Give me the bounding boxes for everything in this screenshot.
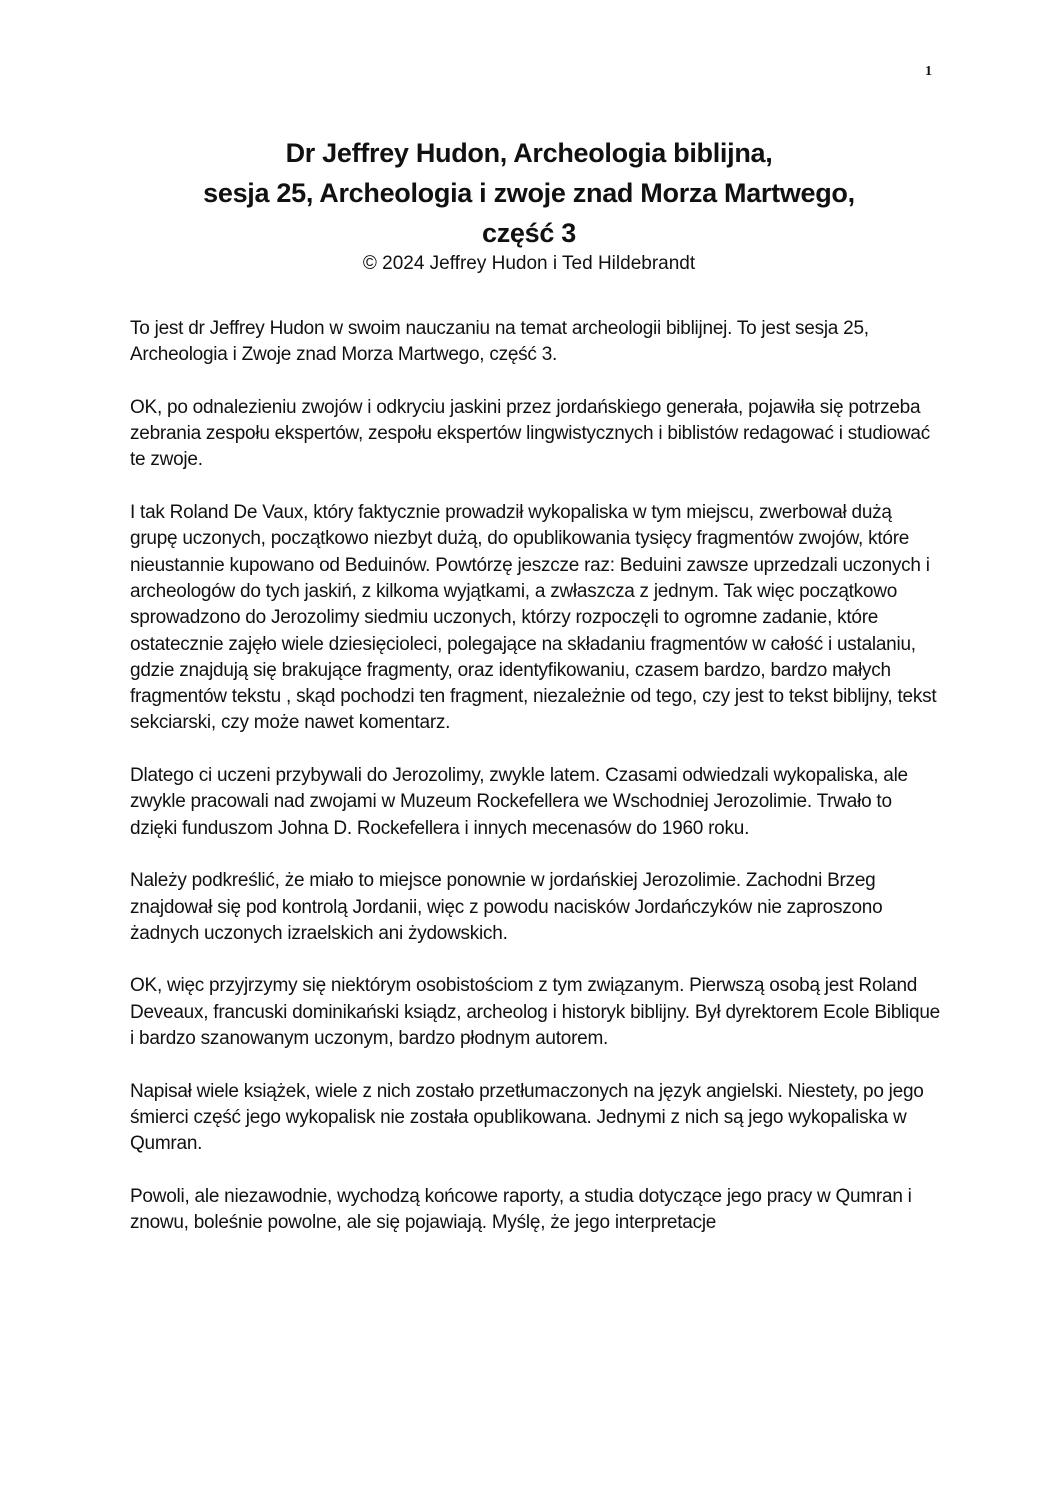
paragraph: To jest dr Jeffrey Hudon w swoim nauczaniu na temat archeologii biblijnej. To jest sesja 25, Archeologia i Zwoje znad Morza Martwego, część 3. [130, 318, 869, 366]
paragraph: Należy podkreślić, że miało to miejsce ponownie w jordańskiej Jerozolimie. Zachodni Brzeg znajdował się pod kontrolą Jordanii, więc z powodu nacisków Jordańczyków nie zaproszono żadnych uczonych izraelskich ani żydowskich. [130, 870, 883, 944]
paragraph: Napisał wiele książek, wiele z nich zostało przetłumaczonych na język angielski. Niestety, po jego śmierci część jego wykopalisk nie została opublikowana. Jednymi z nich są jego wykopaliska w Qumran. [130, 1080, 924, 1155]
paragraph: OK, po odnalezieniu zwojów i odkryciu jaskini przez jordańskiego generała, pojawiła się potrzeba zebrania zespołu ekspertów, zespołu ekspertów lingwistycznych i biblistów redagować i studiować te zwoje. [130, 396, 930, 471]
copyright-notice: © 2024 Jeffrey Hudon i Ted Hildebrandt [362, 253, 696, 274]
paragraph: OK, więc przyjrzymy się niektórym osobistościom z tym związanym. Pierwszą osobą jest Roland Deveaux, francuski dominikański ksiądz, archeolog i historyk biblijny. Był dyrektorem Ecole Biblique i bardzo szanowanym uczonym, bardzo płodnym autorem. [130, 975, 940, 1050]
page-title-line-2: sesja 25, Archeologia i zwoje znad Morza Martwego, [203, 178, 855, 208]
document-header [0, 133, 1058, 277]
paragraph: I tak Roland De Vaux, który faktycznie prowadził wykopaliska w tym miejscu, zwerbował dużą grupę uczonych, początkowo niezbyt dużą, do opublikowania tysięcy fragmentów zwojów, które nieustannie kupowano od Beduinów. Powtórzę jeszcze raz: Beduini zawsze uprzedzali uczonych i archeologów do tych jaskiń, z kilkoma wyjątkami, a zwłaszcza z jednym. Tak więc początkowo sprowadzono do Jerozolimy siedmiu uczonych, którzy rozpoczęli to ogromne zadanie, które ostatecznie zajęło wiele dziesięcioleci, polegające na składaniu fragmentów w całość i ustalaniu, gdzie znajdują się brakujące fragmenty, oraz identyfikowaniu, czasem bardzo, bardzo małych fragmentów tekstu , skąd pochodzi ten fragment, niezależnie od tego, czy jest to tekst biblijny, tekst sekciarski, czy może nawet komentarz. [130, 502, 937, 734]
document-body [130, 316, 940, 1263]
page-title-line-3: część 3 [482, 218, 576, 248]
page-title-line-1: Dr Jeffrey Hudon, Archeologia biblijna, [285, 138, 773, 168]
paragraph: Dlatego ci uczeni przybywali do Jerozolimy, zwykle latem. Czasami odwiedzali wykopaliska, ale zwykle pracowali nad zwojami w Muzeum Rockefellera we Wschodniej Jerozolimie. Trwało to dzięki funduszom Johna D. Rockefellera i innych mecenasów do 1960 roku. [130, 765, 908, 839]
page-number: 1 [925, 64, 932, 79]
paragraph: Powoli, ale niezawodnie, wychodzą końcowe raporty, a studia dotyczące jego pracy w Qumran i znowu, boleśnie powolne, ale się pojawiają. Myślę, że jego interpretacje [130, 1185, 912, 1234]
